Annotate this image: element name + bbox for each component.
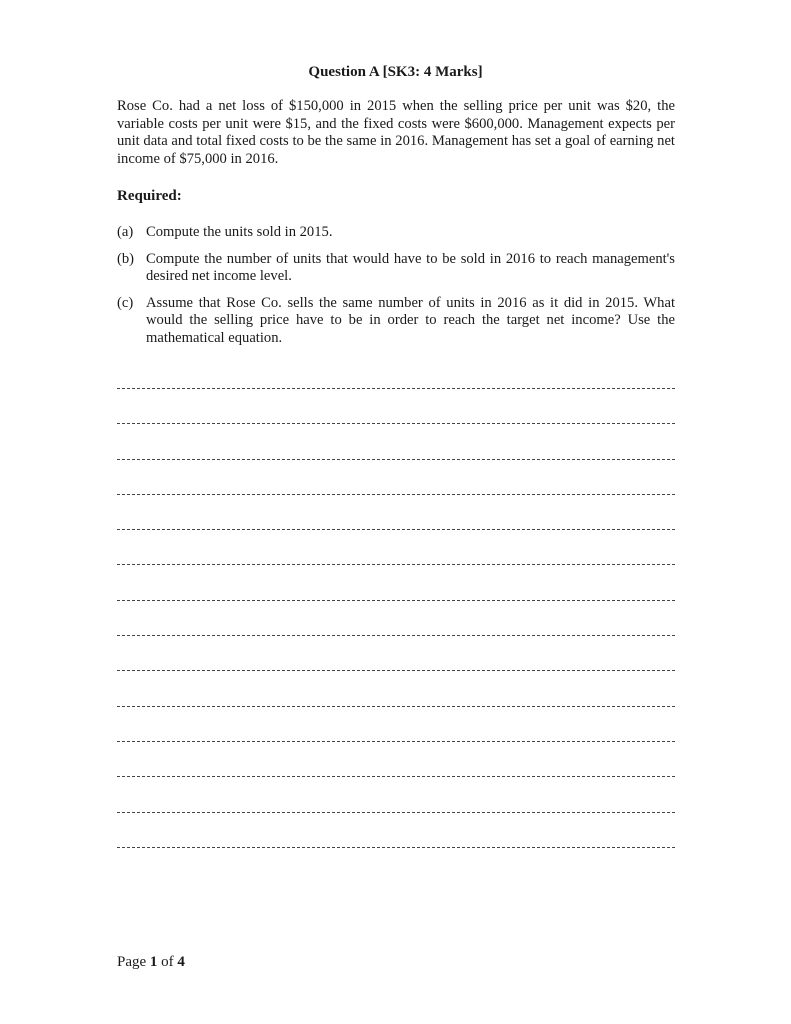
- answer-line[interactable]: [117, 776, 675, 777]
- answer-line[interactable]: [117, 494, 675, 495]
- answer-line[interactable]: [117, 388, 675, 389]
- answer-line[interactable]: [117, 670, 675, 671]
- answer-line[interactable]: [117, 423, 675, 424]
- item-text: Compute the units sold in 2015.: [146, 224, 333, 240]
- answer-line[interactable]: [117, 529, 675, 530]
- question-items: [117, 224, 675, 348]
- question-title: Question A [SK3: 4 Marks]: [308, 64, 483, 80]
- answer-line[interactable]: [117, 459, 675, 460]
- answer-line[interactable]: [117, 564, 675, 565]
- answer-line[interactable]: [117, 812, 675, 813]
- page-footer: [117, 954, 185, 971]
- page-prefix: Page: [117, 954, 150, 970]
- required-heading: Required:: [117, 188, 182, 204]
- page-current: 1: [149, 954, 158, 970]
- item-label: (c): [117, 294, 134, 311]
- item-text: Compute the number of units that would have to be sold in 2016 to reach management's desired net income level.: [146, 250, 675, 285]
- question-item-c: [117, 295, 675, 348]
- page-of: of: [157, 954, 178, 970]
- answer-area[interactable]: [117, 388, 675, 882]
- item-label: (a): [117, 224, 134, 240]
- answer-line[interactable]: [117, 706, 675, 707]
- question-item-a: [117, 224, 675, 242]
- page-total: 4: [177, 954, 185, 970]
- item-label: (b): [117, 250, 135, 267]
- answer-line[interactable]: [117, 600, 675, 601]
- item-text: Assume that Rose Co. sells the same number of units in 2016 as it did in 2015. What would the selling price have to be in order to reach the target net income? Use the mathematical equation.: [146, 294, 675, 346]
- answer-line[interactable]: [117, 847, 675, 848]
- question-item-b: [117, 251, 675, 286]
- question-intro: Rose Co. had a net loss of $150,000 in 2015 when the selling price per unit was $20, the variable costs per unit were $15, and the fixed costs were $600,000. Management expects per unit data and total fixed costs to be the same in 2016. Management has set a goal of earning net income of $75,000 in 2016.: [117, 98, 675, 167]
- answer-line[interactable]: [117, 741, 675, 742]
- answer-line[interactable]: [117, 635, 675, 636]
